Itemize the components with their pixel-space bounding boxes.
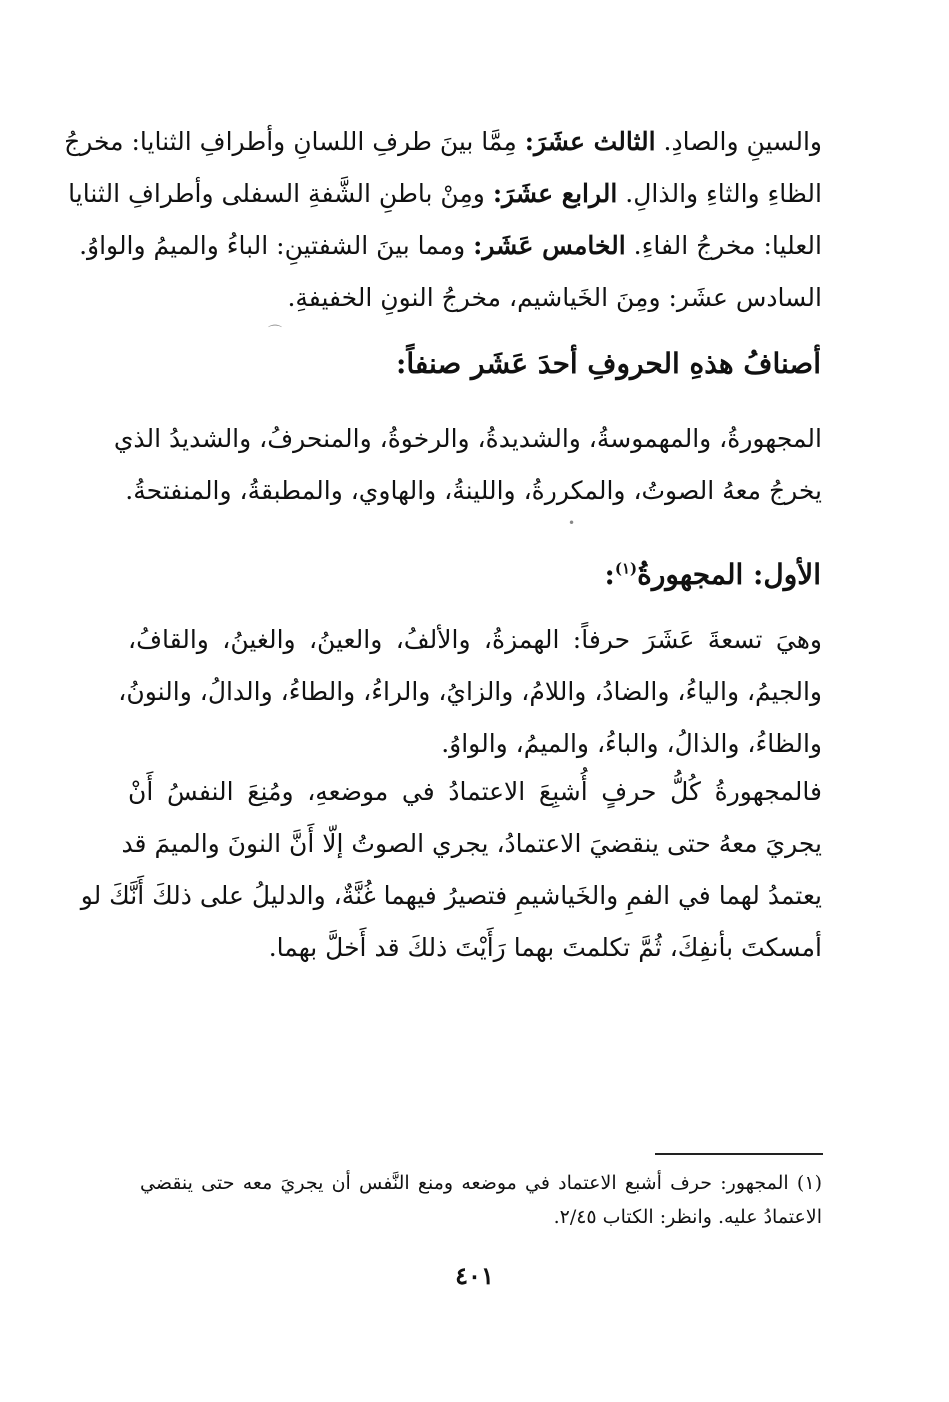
definition-line-3: يعتمدُ لهما في الفمِ والخَياشيمِ فتصيرُ فيهما غُنَّةٌ، والدليلُ على ذلكَ أَنَّكَ لو	[80, 881, 822, 910]
text-run: ومِنْ باطنِ الشَّفةِ السفلى وأطرافِ الثنايا	[68, 179, 485, 208]
section-heading: أصنافُ هذهِ الحروفِ أحدَ عَشَر صنفاً:	[396, 347, 821, 380]
definition-line-4: أمسكتَ بأنفِكَ، ثُمَّ تكلمتَ بهما رَأَيْتَ ذلكَ قد أَخلَّ بهما.	[268, 933, 822, 962]
stray-mark: ⌒	[268, 325, 282, 341]
heading-text: الأول: المجهورةُ	[637, 558, 821, 591]
heading-colon: :	[604, 558, 615, 591]
definition-paragraph	[80, 766, 822, 974]
text-run: مِمَّا بينَ طرفِ اللسانِ وأطرافِ الثنايا: مخرجُ	[64, 127, 517, 156]
types-line-1: المجهورةُ، والمهموسةُ، والشديدةُ، والرخوةُ، والمنحرفُ، والشديدُ الذي	[113, 424, 822, 453]
text-run: ومِنَ الخَياشيم، مخرجُ النونِ الخفيفةِ.	[287, 283, 661, 312]
text-run: العليا: مخرجُ الفاءِ.	[633, 231, 822, 260]
first-type-heading	[605, 558, 821, 591]
letters-paragraph	[118, 614, 822, 770]
intro-line-2	[68, 168, 822, 220]
definition-line-1: فالمجهورةُ كُلُّ حرفٍ أُشبِعَ الاعتمادُ في موضعهِ، ومُنِعَ النفسُ أَنْ	[128, 777, 822, 806]
types-line-2: يخرجُ معهُ الصوتُ، والمكررةُ، واللينةُ، والهاوي، والمطبقةُ، والمنفتحةُ.	[125, 476, 822, 505]
ordinal-label: الثالث عشَرَ:	[524, 127, 656, 156]
ordinal-label: الخامس عَشَر:	[473, 231, 626, 260]
text-run: الظاءِ والثاءِ والذالِ.	[625, 179, 822, 208]
footnote	[140, 1166, 822, 1234]
text-run: والسينِ والصادِ.	[663, 127, 822, 156]
text-run: ومما بينَ الشفتينِ: الباءُ والميمُ والواوُ.	[79, 231, 466, 260]
footnote-ref[interactable]: (١)	[614, 559, 638, 578]
footnote-divider	[655, 1153, 823, 1155]
letters-line-2: والجيمُ، والياءُ، والضادُ، واللامُ، والزايُ، والراءُ، والطاءُ، والدالُ، والنونُ،	[118, 677, 822, 706]
text-run: السادس عشَر:	[668, 283, 822, 312]
ordinal-label: الرابع عشَرَ:	[492, 179, 618, 208]
footnote-line-1: (١) المجهور: حرف أشبع الاعتماد في موضعه ومنع النَّفس أن يجريَ معه حتى ينقضي	[140, 1172, 822, 1194]
intro-paragraph	[64, 116, 822, 324]
types-paragraph	[113, 413, 822, 517]
intro-line-4	[128, 272, 822, 324]
stray-dot: •	[568, 516, 576, 530]
definition-line-2: يجريَ معهُ حتى ينقضيَ الاعتمادُ، يجري الصوتُ إلّا أَنَّ النونَ والميمَ قد	[121, 829, 822, 858]
footnote-line-2: الاعتمادُ عليه. وانظر: الكتاب ٢/٤٥.	[553, 1206, 822, 1228]
letters-line-3: والظاءُ، والذالُ، والباءُ، والميمُ، والواوُ.	[441, 729, 822, 758]
intro-line-3	[79, 220, 822, 272]
page-number: ٤٠١	[455, 1261, 494, 1290]
intro-line-1	[64, 116, 822, 168]
letters-line-1: وهيَ تسعةَ عَشَرَ حرفاً: الهمزةُ، والألفُ، والعينُ، والغينُ، والقافُ،	[128, 625, 822, 654]
